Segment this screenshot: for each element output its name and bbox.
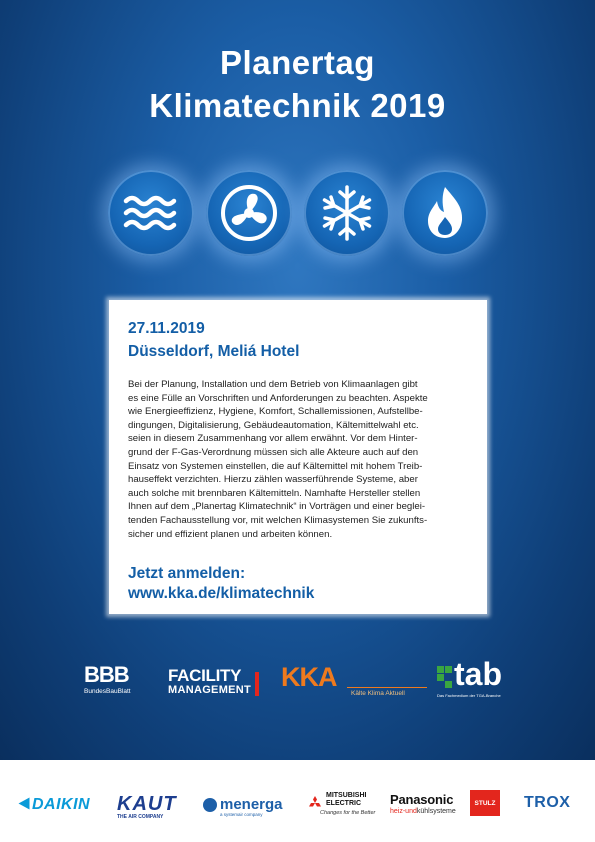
title-line-2: Klimatechnik 2019 xyxy=(149,87,446,124)
bbb-logo-name: BBB xyxy=(84,662,129,687)
description-line: hauseffekt verzichten. Hierzu zählen wasserführende Systeme, aber xyxy=(128,474,418,486)
event-date: 27.11.2019 xyxy=(128,320,205,337)
kka-logo-rule xyxy=(347,687,427,688)
facility-management-logo xyxy=(168,667,251,697)
kka-logo xyxy=(281,662,405,697)
daikin-triangle-icon xyxy=(19,798,30,810)
description-line: tenden Fachausstellung vor, mit welchen Klimasystemen Sie zukunfts- xyxy=(128,514,428,526)
description-line: es eine Fülle an Vorschriften und Anforderungen zu beachten. Aspekte xyxy=(128,392,428,404)
mitsubishi-logo-line2: ELECTRIC xyxy=(326,800,361,807)
bbb-logo-tagline: BundesBauBlatt xyxy=(84,688,131,695)
snowflake-icon xyxy=(304,170,390,256)
stulz-logo xyxy=(470,790,500,816)
description-line: seien in diesem Zusammenhang vor allem erwähnt. Vor dem Hinter- xyxy=(128,433,418,445)
description xyxy=(128,378,464,541)
facility-logo-line2: MANAGEMENT xyxy=(168,684,252,696)
mitsubishi-logo-line1: MITSUBISHI xyxy=(326,792,367,799)
daikin-logo-name: DAIKIN xyxy=(32,796,91,813)
menerga-logo-tagline: a systemair company xyxy=(220,812,263,817)
kaut-logo-tagline: THE AIR COMPANY xyxy=(117,814,164,820)
description-line: Einsatz von Systemen einstellen, die auf Kältemittel mit hohem Treib- xyxy=(128,460,423,472)
mitsubishi-diamonds-icon xyxy=(308,796,322,810)
mitsubishi-logo-tagline: Changes for the Better xyxy=(320,810,376,816)
trox-logo: TROX xyxy=(524,794,571,811)
description-line: auch solche mit brennbaren Kältemitteln. Namhafte Hersteller stellen xyxy=(128,487,421,499)
info-panel xyxy=(109,300,487,614)
sponsor-bar xyxy=(0,760,595,842)
panasonic-logo-tagline: heiz-undkühlsysteme xyxy=(390,808,456,815)
panasonic-logo-name: Panasonic xyxy=(390,792,454,807)
tab-logo-squares xyxy=(437,666,453,688)
kaut-logo-name: KAUT xyxy=(117,793,177,815)
description-line: wie Energieeffizienz, Hygiene, Komfort, Schallemissionen, Aufstellbe- xyxy=(128,406,423,418)
kaut-logo xyxy=(117,794,177,820)
description-line: dingungen, Digitalisierung, Gebäudeautomation, Kältemittelwahl etc. xyxy=(128,419,419,431)
description-line: Ihnen auf dem „Planertag Klimatechnik“ in Vorträgen und einer beglei- xyxy=(128,501,426,513)
tab-logo-name: tab xyxy=(454,656,502,692)
daikin-logo xyxy=(18,796,90,814)
icon-row xyxy=(108,170,488,260)
register-link[interactable]: www.kka.de/klimatechnik xyxy=(128,585,315,602)
stulz-logo-name: STULZ xyxy=(474,800,496,807)
panasonic-logo xyxy=(390,792,456,815)
description-line: grund der F-Gas-Verordnung müssen sich alle Akteure auch auf den xyxy=(128,446,419,458)
kka-logo-tagline: Kälte Klima Aktuell xyxy=(351,690,405,697)
description-line: Bei der Planung, Installation und dem Betrieb von Klimaanlagen gibt xyxy=(128,379,418,390)
kka-logo-name: KKA xyxy=(281,662,337,692)
title-line-1: Planertag xyxy=(220,44,375,81)
flame-icon xyxy=(402,170,488,256)
facility-logo-bar xyxy=(255,672,259,696)
register-label: Jetzt anmelden: xyxy=(128,565,246,582)
tab-logo-tagline: Das Fachmedium der TGA-Branche xyxy=(437,693,501,698)
menerga-dot-icon xyxy=(203,798,217,812)
menerga-logo-name: menerga xyxy=(220,796,283,813)
fan-icon xyxy=(206,170,292,256)
media-partner-logos xyxy=(0,656,595,704)
facility-logo-line1: FACILITY xyxy=(168,666,242,685)
event-location: Düsseldorf, Meliá Hotel xyxy=(128,343,300,360)
waves-icon xyxy=(108,170,194,256)
bbb-logo xyxy=(84,664,131,695)
description-line: sicher und effizient planen und arbeiten können. xyxy=(128,528,333,540)
